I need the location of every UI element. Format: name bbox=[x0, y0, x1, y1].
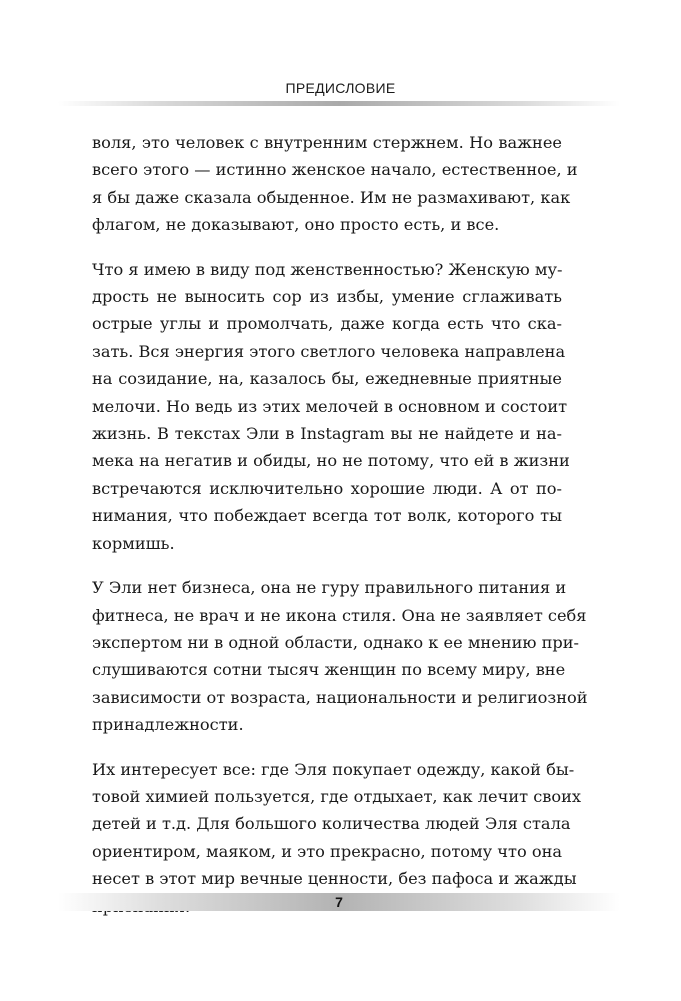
text-line: принадлежности. bbox=[92, 715, 244, 735]
text-line: Что я имею в виду под женственностью? Женскую му- bbox=[92, 259, 563, 279]
text-line: острые углы и промолчать, даже когда есть что ска- bbox=[92, 314, 562, 334]
text-line: дрость не выносить сор из избы, умение сглаживать bbox=[92, 287, 562, 307]
page-number: 7 bbox=[335, 894, 343, 910]
text-line: зать. Вся энергия этого светлого человека направлена bbox=[92, 341, 566, 361]
text-line: ориентиром, маяком, и это прекрасно, потому что она bbox=[92, 841, 563, 861]
paragraph-2 bbox=[92, 256, 570, 557]
text-line: жизнь. В текстах Эли в Instagram вы не найдете и на- bbox=[92, 424, 562, 444]
text-line: нимания, что побеждает всегда тот волк, которого ты bbox=[92, 506, 562, 526]
text-line: фитнеса, не врач и не икона стиля. Она не заявляет себя bbox=[92, 605, 587, 625]
text-line: всего этого — истинно женское начало, естественное, и bbox=[92, 160, 578, 180]
text-line: мека на негатив и обиды, но не потому, что ей в жизни bbox=[92, 451, 570, 471]
text-line: мелочи. Но ведь из этих мелочей в основном и состоит bbox=[92, 396, 568, 416]
text-line: экспертом ни в одной области, однако к ее мнению при- bbox=[92, 632, 580, 652]
text-line: слушиваются сотни тысяч женщин по всему миру, вне bbox=[92, 660, 566, 680]
text-line: кормишь. bbox=[92, 533, 175, 553]
text-line: флагом, не доказывают, оно просто есть, и все. bbox=[92, 215, 500, 235]
text-line: детей и т.д. Для большого количества людей Эля стала bbox=[92, 814, 571, 834]
text-line: Их интересует все: где Эля покупает одежду, какой бы- bbox=[92, 759, 575, 779]
header-divider bbox=[58, 101, 620, 106]
text-line: товой химией пользуется, где отдыхает, как лечит своих bbox=[92, 786, 582, 806]
text-line: воля, это человек с внутренним стержнем. Но важнее bbox=[92, 133, 562, 152]
paragraph-3 bbox=[92, 574, 588, 738]
text-line: я бы даже сказала обыденное. Им не размахивают, как bbox=[92, 187, 571, 207]
text-line: У Эли нет бизнеса, она не гуру правильного питания и bbox=[92, 578, 567, 598]
page-body bbox=[92, 129, 588, 937]
paragraph-1 bbox=[92, 129, 578, 239]
text-line: несет в этот мир вечные ценности, без пафоса и жажды bbox=[92, 869, 577, 889]
text-line: зависимости от возраста, национальности и религиозной bbox=[92, 687, 588, 707]
footer-bar bbox=[58, 893, 620, 911]
text-line: встречаются исключительно хорошие люди. А от по- bbox=[92, 478, 562, 498]
text-line: на созидание, на, казалось бы, ежедневные приятные bbox=[92, 369, 562, 389]
running-header-title: ПРЕДИСЛОВИЕ bbox=[285, 80, 396, 96]
